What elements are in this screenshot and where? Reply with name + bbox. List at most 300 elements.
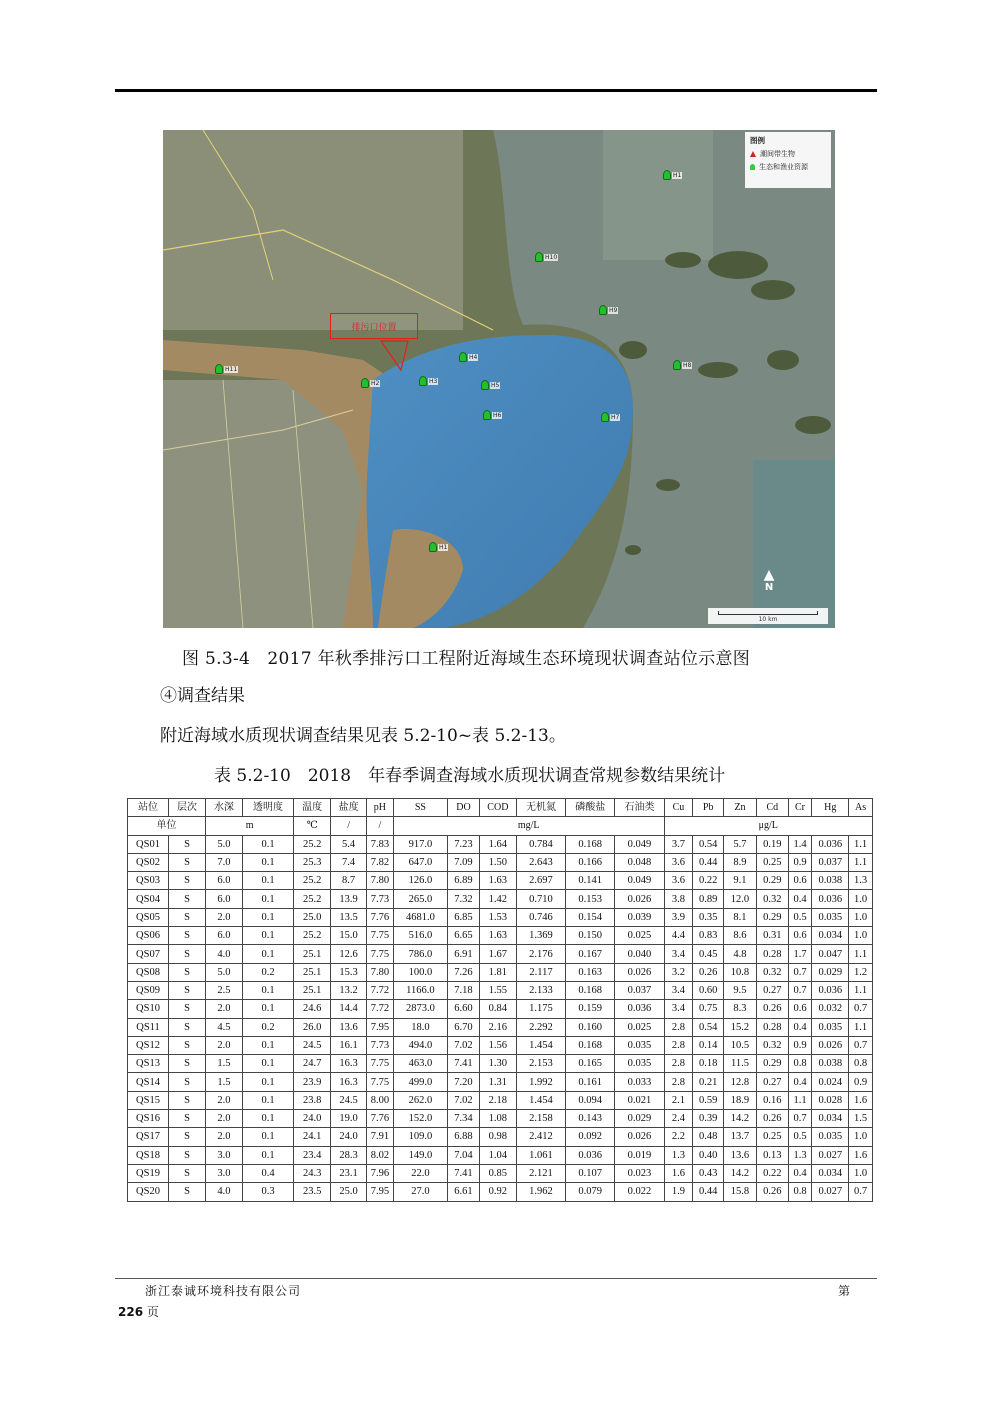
table-cell: 0.026 — [615, 963, 664, 981]
table-cell: 0.44 — [693, 1183, 724, 1201]
table-cell: 0.094 — [566, 1091, 615, 1109]
table-cell: 0.165 — [566, 1055, 615, 1073]
table-cell: 0.166 — [566, 853, 615, 871]
table-cell: 1.1 — [849, 981, 873, 999]
table-cell: 0.2 — [242, 963, 293, 981]
table-cell: 0.026 — [812, 1036, 849, 1054]
table-cell: S — [169, 1091, 206, 1109]
table-cell: QS07 — [128, 945, 169, 963]
table-cell: 4.0 — [205, 1183, 242, 1201]
table-cell: 13.6 — [724, 1146, 757, 1164]
table-cell: 0.035 — [615, 1055, 664, 1073]
table-cell: 0.4 — [242, 1164, 293, 1182]
table-cell: 109.0 — [393, 1128, 447, 1146]
table-cell: 0.035 — [812, 1018, 849, 1036]
table-cell: 0.43 — [693, 1164, 724, 1182]
table-cell: 0.13 — [756, 1146, 788, 1164]
table-cell: 7.73 — [367, 1036, 394, 1054]
table-cell: 1166.0 — [393, 981, 447, 999]
table-cell: 463.0 — [393, 1055, 447, 1073]
table-cell: 0.83 — [693, 927, 724, 945]
table-cell: 1.64 — [479, 835, 516, 853]
table-cell: 2.0 — [205, 1036, 242, 1054]
table-cell: 0.8 — [849, 1055, 873, 1073]
table-cell: 24.7 — [294, 1055, 331, 1073]
table-cell: 0.141 — [566, 872, 615, 890]
table-cell: 16.3 — [331, 1073, 367, 1091]
table-cell: 1.55 — [479, 981, 516, 999]
table-caption: 表 5.2-10 2018 年春季调查海域水质现状调查常规参数结果统计 — [214, 766, 726, 786]
table-cell: 23.5 — [294, 1183, 331, 1201]
table-cell: 0.1 — [242, 853, 293, 871]
table-cell: 2.0 — [205, 908, 242, 926]
table-cell: S — [169, 1055, 206, 1073]
table-cell: QS03 — [128, 872, 169, 890]
table-row — [128, 1073, 873, 1091]
column-header: pH — [367, 799, 394, 817]
table-cell: 2.153 — [516, 1055, 565, 1073]
table-cell: 0.029 — [812, 963, 849, 981]
table-cell: 1.6 — [849, 1146, 873, 1164]
table-cell: 23.1 — [331, 1164, 367, 1182]
unit-label-cell: 单位 — [128, 817, 206, 835]
table-cell: 2.8 — [664, 1055, 693, 1073]
table-cell: 6.60 — [448, 1000, 480, 1018]
table-cell: 6.89 — [448, 872, 480, 890]
table-cell: 25.3 — [294, 853, 331, 871]
table-cell: 0.1 — [242, 890, 293, 908]
table-cell: QS15 — [128, 1091, 169, 1109]
table-cell: 0.21 — [693, 1073, 724, 1091]
table-cell: 4.5 — [205, 1018, 242, 1036]
map-background — [163, 130, 835, 628]
table-cell: 0.29 — [756, 908, 788, 926]
green-pin-icon — [483, 410, 491, 420]
table-cell: 25.2 — [294, 927, 331, 945]
table-cell: 8.00 — [367, 1091, 394, 1109]
table-cell: 1.3 — [664, 1146, 693, 1164]
unit-mgl-cell: mg/L — [393, 817, 664, 835]
table-cell: 25.2 — [294, 890, 331, 908]
table-cell: 25.1 — [294, 945, 331, 963]
table-cell: 0.3 — [242, 1183, 293, 1201]
table-cell: 1.0 — [849, 1128, 873, 1146]
table-cell: QS01 — [128, 835, 169, 853]
table-cell: 2.0 — [205, 1128, 242, 1146]
table-cell: 2.8 — [664, 1073, 693, 1091]
table-cell: 1.08 — [479, 1110, 516, 1128]
table-cell: 0.019 — [615, 1146, 664, 1164]
table-cell: 0.037 — [812, 853, 849, 871]
table-row — [128, 1000, 873, 1018]
green-pin-icon — [361, 378, 369, 388]
company-name: 浙江泰诚环境科技有限公司 — [145, 1284, 302, 1298]
table-cell: 0.1 — [242, 872, 293, 890]
table-cell: 0.034 — [812, 927, 849, 945]
table-cell: 7.95 — [367, 1183, 394, 1201]
table-cell: 3.0 — [205, 1164, 242, 1182]
footer-rule — [115, 1278, 877, 1279]
table-cell: QS17 — [128, 1128, 169, 1146]
table-cell: 4.8 — [724, 945, 757, 963]
table-cell: 0.22 — [693, 872, 724, 890]
table-cell: 0.2 — [242, 1018, 293, 1036]
table-cell: 1.7 — [788, 945, 812, 963]
table-cell: QS08 — [128, 963, 169, 981]
table-cell: 7.91 — [367, 1128, 394, 1146]
table-cell: 0.746 — [516, 908, 565, 926]
table-cell: 0.1 — [242, 1000, 293, 1018]
table-cell: 6.0 — [205, 872, 242, 890]
table-cell: S — [169, 908, 206, 926]
north-arrow: ▲ N — [761, 568, 777, 593]
table-cell: 0.4 — [788, 1164, 812, 1182]
table-cell: 0.32 — [756, 890, 788, 908]
table-cell: QS12 — [128, 1036, 169, 1054]
table-cell: 0.047 — [812, 945, 849, 963]
table-cell: 2.176 — [516, 945, 565, 963]
column-header: SS — [393, 799, 447, 817]
table-cell: 9.5 — [724, 981, 757, 999]
table-cell: 1.0 — [849, 908, 873, 926]
table-cell: 499.0 — [393, 1073, 447, 1091]
table-cell: 0.5 — [788, 908, 812, 926]
table-cell: 0.92 — [479, 1183, 516, 1201]
table-cell: 0.7 — [788, 981, 812, 999]
table-cell: 18.9 — [724, 1091, 757, 1109]
table-cell: 0.9 — [849, 1073, 873, 1091]
table-cell: 1.04 — [479, 1146, 516, 1164]
table-cell: 7.4 — [331, 853, 367, 871]
table-cell: 2.18 — [479, 1091, 516, 1109]
table-cell: 0.7 — [849, 1036, 873, 1054]
table-cell: 24.1 — [294, 1128, 331, 1146]
table-row — [128, 1128, 873, 1146]
table-row — [128, 1055, 873, 1073]
legend-label: 潮间带生物 — [760, 150, 795, 158]
unit-sal-cell: / — [331, 817, 367, 835]
table-cell: 0.26 — [756, 1000, 788, 1018]
table-cell: 7.73 — [367, 890, 394, 908]
table-cell: 0.037 — [615, 981, 664, 999]
table-cell: 0.54 — [693, 1018, 724, 1036]
column-header: Hg — [812, 799, 849, 817]
table-cell: 7.80 — [367, 872, 394, 890]
table-cell: 152.0 — [393, 1110, 447, 1128]
table-cell: 0.1 — [242, 835, 293, 853]
table-cell: 1.30 — [479, 1055, 516, 1073]
table-cell: 13.5 — [331, 908, 367, 926]
table-cell: 7.80 — [367, 963, 394, 981]
table-cell: 0.028 — [812, 1091, 849, 1109]
table-header-row — [128, 799, 873, 817]
green-pin-icon — [673, 360, 681, 370]
table-cell: 2.121 — [516, 1164, 565, 1182]
table-cell: 1.454 — [516, 1091, 565, 1109]
table-cell: 0.7 — [788, 1110, 812, 1128]
table-row — [128, 1036, 873, 1054]
table-cell: 1.81 — [479, 963, 516, 981]
table-cell: 0.26 — [756, 1110, 788, 1128]
station-marker: H5 — [481, 380, 500, 390]
table-cell: 0.26 — [693, 963, 724, 981]
station-marker: H9 — [599, 305, 618, 315]
green-pin-icon — [429, 542, 437, 552]
table-cell: 0.35 — [693, 908, 724, 926]
table-cell: 5.7 — [724, 835, 757, 853]
table-cell: 13.7 — [724, 1128, 757, 1146]
table-cell: 8.7 — [331, 872, 367, 890]
table-cell: 3.6 — [664, 853, 693, 871]
table-cell: 22.0 — [393, 1164, 447, 1182]
table-cell: 1.3 — [849, 872, 873, 890]
table-cell: 7.23 — [448, 835, 480, 853]
table-cell: 2873.0 — [393, 1000, 447, 1018]
table-cell: S — [169, 1128, 206, 1146]
table-cell: 25.0 — [294, 908, 331, 926]
table-cell: 0.40 — [693, 1146, 724, 1164]
table-cell: S — [169, 853, 206, 871]
north-arrow-icon: ▲ — [763, 567, 775, 583]
table-cell: 1.1 — [849, 945, 873, 963]
table-cell: 0.26 — [756, 1183, 788, 1201]
table-cell: 0.18 — [693, 1055, 724, 1073]
table-cell: 0.25 — [756, 853, 788, 871]
table-cell: S — [169, 981, 206, 999]
table-row — [128, 963, 873, 981]
green-pin-icon — [215, 364, 223, 374]
table-cell: 0.040 — [615, 945, 664, 963]
station-marker: H2 — [361, 378, 380, 388]
table-cell: 0.6 — [788, 872, 812, 890]
red-triangle-icon — [750, 151, 756, 157]
table-cell: 0.1 — [242, 1110, 293, 1128]
table-cell: 0.049 — [615, 835, 664, 853]
table-cell: 1.175 — [516, 1000, 565, 1018]
table-row — [128, 853, 873, 871]
station-marker: H3 — [419, 376, 438, 386]
table-cell: 3.4 — [664, 1000, 693, 1018]
table-cell: 23.4 — [294, 1146, 331, 1164]
table-cell: S — [169, 835, 206, 853]
table-cell: 0.710 — [516, 890, 565, 908]
green-pin-icon — [459, 352, 467, 362]
table-cell: 2.0 — [205, 1110, 242, 1128]
unit-m-cell: m — [205, 817, 293, 835]
table-cell: 7.32 — [448, 890, 480, 908]
station-marker: H6 — [483, 410, 502, 420]
green-pin-icon — [750, 164, 755, 170]
table-cell: 1.6 — [849, 1091, 873, 1109]
table-cell: QS14 — [128, 1073, 169, 1091]
table-cell: 0.032 — [812, 1000, 849, 1018]
table-cell: 0.89 — [693, 890, 724, 908]
table-cell: 0.1 — [242, 945, 293, 963]
table-cell: 3.7 — [664, 835, 693, 853]
green-pin-icon — [601, 412, 609, 422]
table-cell: 0.027 — [812, 1146, 849, 1164]
table-cell: 0.150 — [566, 927, 615, 945]
table-cell: S — [169, 1183, 206, 1201]
table-cell: 25.2 — [294, 872, 331, 890]
green-pin-icon — [481, 380, 489, 390]
column-header: COD — [479, 799, 516, 817]
table-cell: 2.0 — [205, 1000, 242, 1018]
table-cell: 0.160 — [566, 1018, 615, 1036]
table-cell: 0.023 — [615, 1164, 664, 1182]
station-marker: H7 — [601, 412, 620, 422]
table-cell: 0.048 — [615, 853, 664, 871]
table-cell: 0.092 — [566, 1128, 615, 1146]
table-cell: 0.27 — [756, 1073, 788, 1091]
table-cell: 8.3 — [724, 1000, 757, 1018]
table-cell: 9.1 — [724, 872, 757, 890]
table-cell: 2.292 — [516, 1018, 565, 1036]
table-cell: 15.8 — [724, 1183, 757, 1201]
map-legend — [745, 132, 831, 188]
table-cell: 12.0 — [724, 890, 757, 908]
table-cell: 0.7 — [849, 1000, 873, 1018]
table-cell: 7.41 — [448, 1055, 480, 1073]
table-cell: 2.0 — [205, 1091, 242, 1109]
table-cell: 4.4 — [664, 927, 693, 945]
table-cell: QS10 — [128, 1000, 169, 1018]
unit-ph-cell: / — [367, 817, 394, 835]
table-cell: QS19 — [128, 1164, 169, 1182]
table-cell: 0.14 — [693, 1036, 724, 1054]
table-cell: 1.6 — [664, 1164, 693, 1182]
table-cell: 0.167 — [566, 945, 615, 963]
table-cell: 0.025 — [615, 1018, 664, 1036]
green-pin-icon — [535, 252, 543, 262]
table-cell: QS13 — [128, 1055, 169, 1073]
table-cell: 0.143 — [566, 1110, 615, 1128]
water-quality-table — [127, 798, 873, 1202]
table-cell: 14.2 — [724, 1164, 757, 1182]
table-cell: 2.5 — [205, 981, 242, 999]
column-header: Cu — [664, 799, 693, 817]
table-cell: 1.3 — [788, 1146, 812, 1164]
table-cell: 0.25 — [756, 1128, 788, 1146]
table-cell: 1.369 — [516, 927, 565, 945]
table-cell: 7.76 — [367, 908, 394, 926]
table-cell: 0.784 — [516, 835, 565, 853]
table-cell: QS16 — [128, 1110, 169, 1128]
table-cell: 0.5 — [788, 1128, 812, 1146]
table-cell: 262.0 — [393, 1091, 447, 1109]
table-cell: S — [169, 1073, 206, 1091]
table-cell: 0.049 — [615, 872, 664, 890]
column-header: 层次 — [169, 799, 206, 817]
table-row — [128, 1146, 873, 1164]
table-cell: 0.32 — [756, 1036, 788, 1054]
table-cell: 1.67 — [479, 945, 516, 963]
table-cell: 6.85 — [448, 908, 480, 926]
table-cell: 24.3 — [294, 1164, 331, 1182]
table-cell: 0.48 — [693, 1128, 724, 1146]
table-cell: 0.4 — [788, 890, 812, 908]
body-paragraph: 附近海域水质现状调查结果见表 5.2-10~表 5.2-13。 — [160, 726, 566, 746]
column-header: Zn — [724, 799, 757, 817]
table-cell: 7.76 — [367, 1110, 394, 1128]
table-cell: 1.53 — [479, 908, 516, 926]
table-cell: 0.026 — [615, 890, 664, 908]
table-cell: 516.0 — [393, 927, 447, 945]
table-cell: 0.1 — [242, 927, 293, 945]
column-header: 石油类 — [615, 799, 664, 817]
table-cell: 0.029 — [615, 1110, 664, 1128]
table-cell: 24.6 — [294, 1000, 331, 1018]
table-cell: 6.61 — [448, 1183, 480, 1201]
table-cell: S — [169, 927, 206, 945]
table-cell: 28.3 — [331, 1146, 367, 1164]
table-cell: 0.159 — [566, 1000, 615, 1018]
table-cell: 7.34 — [448, 1110, 480, 1128]
table-cell: QS02 — [128, 853, 169, 871]
table-cell: 0.1 — [242, 1146, 293, 1164]
table-cell: 2.1 — [664, 1091, 693, 1109]
table-cell: 2.412 — [516, 1128, 565, 1146]
table-cell: S — [169, 1110, 206, 1128]
table-cell: 0.168 — [566, 835, 615, 853]
column-header: Cd — [756, 799, 788, 817]
table-cell: 7.0 — [205, 853, 242, 871]
table-cell: 1.4 — [788, 835, 812, 853]
table-cell: 14.2 — [724, 1110, 757, 1128]
station-marker: H1 — [429, 542, 448, 552]
table-cell: 13.6 — [331, 1018, 367, 1036]
table-cell: 265.0 — [393, 890, 447, 908]
table-cell: 0.154 — [566, 908, 615, 926]
table-cell: 1.50 — [479, 853, 516, 871]
column-header: As — [849, 799, 873, 817]
table-cell: 0.32 — [756, 963, 788, 981]
table-cell: 6.0 — [205, 890, 242, 908]
table-cell: 2.158 — [516, 1110, 565, 1128]
table-cell: 0.036 — [566, 1146, 615, 1164]
column-header: Cr — [788, 799, 812, 817]
table-cell: 0.022 — [615, 1183, 664, 1201]
table-cell: 7.75 — [367, 945, 394, 963]
table-cell: 2.8 — [664, 1036, 693, 1054]
table-row — [128, 981, 873, 999]
scale-bar: 10 km — [708, 608, 828, 624]
table-cell: 0.079 — [566, 1183, 615, 1201]
table-cell: 0.036 — [812, 981, 849, 999]
table-cell: 15.0 — [331, 927, 367, 945]
table-cell: QS11 — [128, 1018, 169, 1036]
table-cell: 7.04 — [448, 1146, 480, 1164]
table-cell: 0.7 — [788, 963, 812, 981]
table-cell: 3.4 — [664, 945, 693, 963]
table-cell: 3.4 — [664, 981, 693, 999]
table-cell: S — [169, 890, 206, 908]
table-cell: 647.0 — [393, 853, 447, 871]
table-cell: S — [169, 1018, 206, 1036]
table-cell: 7.18 — [448, 981, 480, 999]
table-cell: S — [169, 1164, 206, 1182]
table-cell: QS06 — [128, 927, 169, 945]
table-cell: 1.962 — [516, 1183, 565, 1201]
table-cell: 6.88 — [448, 1128, 480, 1146]
table-cell: 7.09 — [448, 853, 480, 871]
table-cell: 0.19 — [756, 835, 788, 853]
table-cell: 0.22 — [756, 1164, 788, 1182]
table-cell: 8.02 — [367, 1146, 394, 1164]
table-cell: 2.643 — [516, 853, 565, 871]
table-cell: 7.82 — [367, 853, 394, 871]
table-cell: 1.5 — [205, 1073, 242, 1091]
